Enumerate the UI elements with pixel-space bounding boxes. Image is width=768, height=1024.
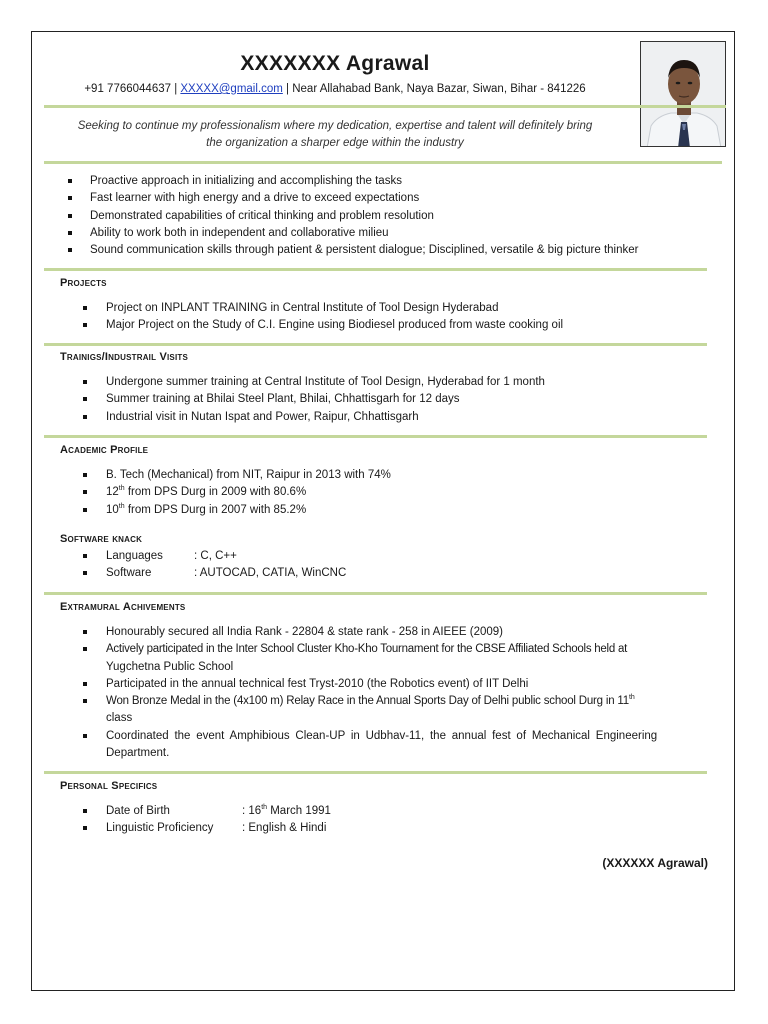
section-rule bbox=[44, 268, 707, 271]
list-item: Software : AUTOCAD, CATIA, WinCNC bbox=[106, 565, 706, 582]
section-title-personal: Personal Specifics bbox=[60, 780, 158, 792]
section-title-academic: Academic Profile bbox=[60, 444, 149, 456]
section-rule bbox=[44, 592, 707, 595]
list-item: B. Tech (Mechanical) from NIT, Raipur in 2013 with 74% bbox=[106, 467, 706, 484]
personal-list bbox=[106, 803, 706, 838]
list-item: Linguistic Proficiency : English & Hindi bbox=[106, 820, 706, 837]
email-link[interactable]: XXXXX@gmail.com bbox=[180, 83, 283, 95]
person-portrait-icon bbox=[641, 42, 726, 147]
address: Near Allahabad Bank, Naya Bazar, Siwan, Bihar - 841226 bbox=[292, 83, 586, 95]
list-item: Honourably secured all India Rank - 22804 & state rank - 258 in AIEEE (2009) bbox=[106, 624, 708, 641]
list-item: Proactive approach in initializing and accomplishing the tasks bbox=[90, 173, 715, 190]
trainings-list bbox=[106, 374, 706, 426]
list-item: Won Bronze Medal in the (4x100 m) Relay Race in the Annual Sports Day of Delhi public school Durg in 11th class bbox=[106, 693, 708, 728]
header-rule bbox=[44, 105, 726, 108]
signature-name: (XXXXXX Agrawal) bbox=[602, 856, 708, 870]
section-title-projects: Projects bbox=[60, 277, 107, 289]
list-item: Date of Birth : 16th March 1991 bbox=[106, 803, 706, 820]
resume-header bbox=[44, 50, 626, 97]
list-item: Participated in the annual technical fest Tryst-2010 (the Robotics event) of IIT Delhi bbox=[106, 676, 708, 693]
section-title-trainings: Trainigs/Industrail Visits bbox=[60, 351, 188, 363]
list-item: Project on INPLANT TRAINING in Central Institute of Tool Design Hyderabad bbox=[106, 300, 706, 317]
objective-line: the organization a sharper edge within the industry bbox=[206, 137, 464, 149]
list-item: Undergone summer training at Central Institute of Tool Design, Hyderabad for 1 month bbox=[106, 374, 706, 391]
section-title-extramural: Extramural Achivements bbox=[60, 601, 186, 613]
candidate-name: XXXXXXX Agrawal bbox=[240, 52, 430, 75]
list-item: Fast learner with high energy and a drive to exceed expectations bbox=[90, 190, 715, 207]
list-item: Major Project on the Study of C.I. Engine using Biodiesel produced from waste cooking oil bbox=[106, 317, 706, 334]
list-item: 12th from DPS Durg in 2009 with 80.6% bbox=[106, 484, 706, 501]
objective-rule bbox=[44, 161, 722, 164]
list-item: Summer training at Bhilai Steel Plant, Bhilai, Chhattisgarh for 12 days bbox=[106, 391, 706, 408]
profile-photo bbox=[640, 41, 726, 147]
phone-number: +91 7766044637 bbox=[84, 83, 175, 95]
list-item: Sound communication skills through patient & persistent dialogue; Disciplined, versatile & big picture thinker bbox=[90, 242, 715, 259]
summary-list bbox=[90, 173, 715, 259]
extramural-list bbox=[106, 624, 708, 762]
contact-line bbox=[44, 81, 626, 97]
list-item: Industrial visit in Nutan Ispat and Power, Raipur, Chhattisgarh bbox=[106, 409, 706, 426]
section-title-software: Software knack bbox=[60, 533, 143, 545]
academic-list bbox=[106, 467, 706, 519]
software-list bbox=[106, 548, 706, 583]
list-item: Ability to work both in independent and collaborative milieu bbox=[90, 225, 715, 242]
objective-line: Seeking to continue my professionalism where my dedication, expertise and talent will definitely bring bbox=[77, 120, 593, 132]
section-rule bbox=[44, 343, 707, 346]
contact-separator: | bbox=[282, 83, 293, 95]
list-item: Languages : C, C++ bbox=[106, 548, 706, 565]
section-rule bbox=[44, 435, 707, 438]
list-item: Actively participated in the Inter School Cluster Kho-Kho Tournament for the CBSE Affiliated Schools held at Yugchetna Public School bbox=[106, 641, 708, 676]
section-rule bbox=[44, 771, 707, 774]
contact-separator: | bbox=[174, 83, 181, 95]
list-item: 10th from DPS Durg in 2007 with 85.2% bbox=[106, 502, 706, 519]
projects-list bbox=[106, 300, 706, 335]
list-item: Demonstrated capabilities of critical thinking and problem resolution bbox=[90, 208, 715, 225]
career-objective bbox=[44, 118, 626, 152]
list-item: Coordinated the event Amphibious Clean-UP in Udbhav-11, the annual fest of Mechanical Engineering Department. bbox=[106, 728, 708, 763]
